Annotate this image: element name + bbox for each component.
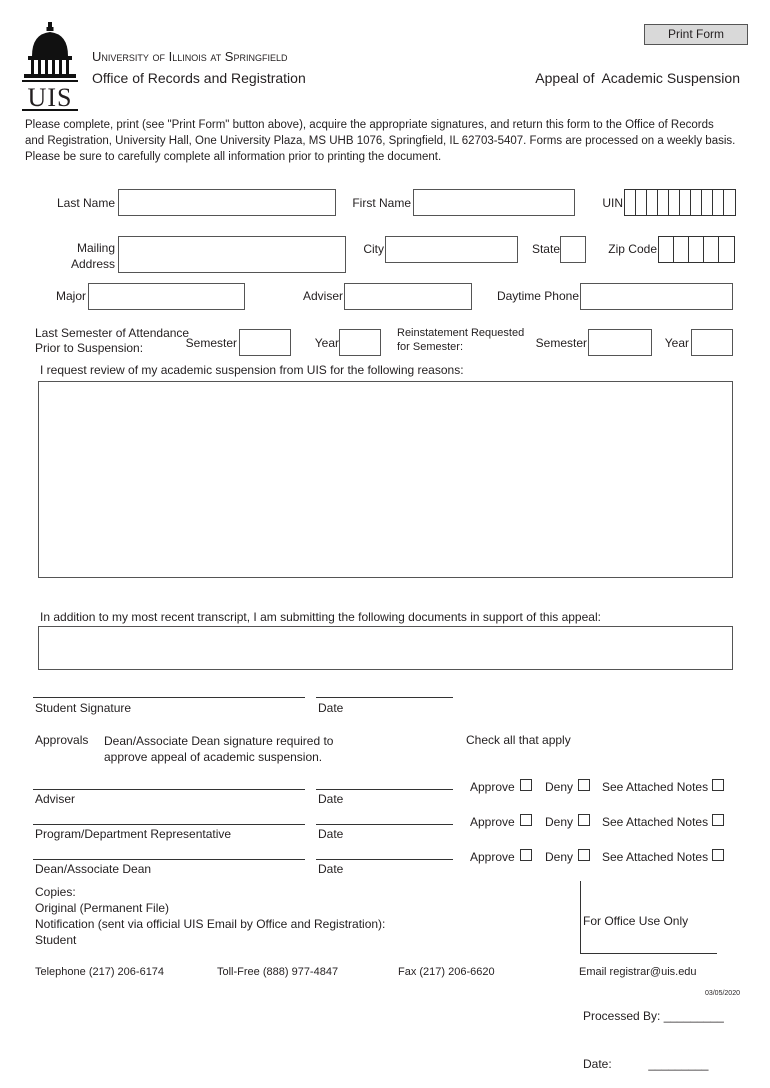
instructions-line: Please be sure to carefully complete all information prior to printing the document. (25, 151, 442, 163)
deny-label: Deny (545, 780, 574, 794)
daytime-phone-label: Daytime Phone (496, 289, 579, 303)
telephone: Telephone (217) 206-6174 (35, 966, 165, 978)
processed-by: Processed By: _________ (583, 1009, 724, 1023)
last-name-label: Last Name (56, 196, 115, 210)
first-name-field[interactable] (413, 189, 575, 216)
instructions-line: Please complete, print (see "Print Form" button above), acquire the appropriate signatures, and return this form to the Office of Records (25, 119, 714, 131)
office-use-date: Date: _________ (583, 1057, 709, 1071)
program-rep-notes-checkbox[interactable] (712, 814, 724, 826)
last-semester-line: Last Semester of Attendance (35, 326, 190, 340)
office-use-title: For Office Use Only (583, 914, 689, 928)
form-title: Appeal of Academic Suspension (535, 70, 740, 86)
copies-line: Original (Permanent File) (35, 901, 170, 915)
approvals-note (104, 733, 333, 765)
see-notes-label: See Attached Notes (602, 815, 709, 829)
last-semester-field[interactable] (239, 329, 291, 356)
reinstate-year-field[interactable] (691, 329, 733, 356)
reasons-label: I request review of my academic suspension from UIS for the following reasons: (40, 363, 464, 377)
city-label: City (363, 242, 384, 256)
check-all-label: Check all that apply (466, 733, 571, 747)
adviser-approve-checkbox[interactable] (520, 779, 532, 791)
dean-date-label: Date (318, 862, 344, 876)
adviser-deny-checkbox[interactable] (578, 779, 590, 791)
state-label: State (531, 242, 560, 256)
mailing-address-field[interactable] (118, 236, 346, 273)
student-signature-label: Student Signature (35, 701, 132, 715)
reinstatement-line: for Semester: (397, 341, 464, 353)
dean-deny-checkbox[interactable] (578, 849, 590, 861)
zip-code-field[interactable] (658, 236, 735, 263)
approvals-note-line: Dean/Associate Dean signature required to (104, 734, 334, 748)
see-notes-label: See Attached Notes (602, 850, 709, 864)
instructions (25, 117, 735, 165)
print-form-button[interactable]: Print Form (644, 24, 748, 45)
approve-label: Approve (470, 780, 515, 794)
adviser-notes-checkbox[interactable] (712, 779, 724, 791)
dean-signature-line (33, 859, 305, 860)
year-a-label: Year (314, 336, 339, 350)
adviser-signature-line (33, 789, 305, 790)
approvals-label: Approvals (35, 733, 89, 747)
year-b-label: Year (664, 336, 689, 350)
reinstate-semester-field[interactable] (588, 329, 652, 356)
last-year-field[interactable] (339, 329, 381, 356)
program-rep-date-label: Date (318, 827, 344, 841)
university-name: University of Illinois at Springfield (92, 49, 288, 64)
logo-text: UIS (22, 87, 78, 111)
zip-code-label: Zip Code (608, 242, 657, 256)
capitol-dome-icon (22, 22, 78, 84)
approvals-note-line: approve appeal of academic suspension. (104, 750, 323, 764)
copies-line: Copies: (35, 885, 76, 899)
reinstatement-line: Reinstatement Requested (397, 327, 525, 339)
reasons-textarea[interactable] (38, 381, 733, 578)
major-label: Major (55, 289, 86, 303)
adviser-row-label: Adviser (35, 792, 76, 806)
last-semester-label (35, 326, 189, 356)
copies-line: Student (35, 933, 77, 947)
deny-label: Deny (545, 815, 574, 829)
adviser-date-line (316, 789, 453, 790)
semester-a-label: Semester (185, 336, 237, 350)
major-field[interactable] (88, 283, 245, 310)
dean-date-line (316, 859, 453, 860)
program-rep-signature-line (33, 824, 305, 825)
dean-row-label: Dean/Associate Dean (35, 862, 152, 876)
instructions-line: and Registration, University Hall, One University Plaza, MS UHB 1076, Springfield, IL 62703-5407. Forms are processed on a weekly basis. (25, 135, 736, 147)
fax: Fax (217) 206-6620 (398, 966, 495, 978)
reinstatement-label (397, 326, 524, 354)
mailing-address-label (71, 240, 115, 272)
revision-date: 03/05/2020 (704, 990, 740, 997)
last-name-field[interactable] (118, 189, 336, 216)
program-rep-row-label: Program/Department Representative (35, 827, 232, 841)
adviser-label: Adviser (302, 289, 343, 303)
address-label-line: Address (70, 257, 115, 271)
semester-b-label: Semester (535, 336, 587, 350)
email: Email registrar@uis.edu (579, 966, 697, 978)
signature-line (33, 697, 305, 698)
dean-notes-checkbox[interactable] (712, 849, 724, 861)
program-rep-date-line (316, 824, 453, 825)
signature-date-label: Date (318, 701, 344, 715)
last-semester-line: Prior to Suspension: (35, 341, 144, 355)
uin-label: UIN (602, 196, 623, 210)
program-rep-approve-checkbox[interactable] (520, 814, 532, 826)
adviser-field[interactable] (344, 283, 472, 310)
deny-label: Deny (545, 850, 574, 864)
mailing-label-line: Mailing (76, 241, 115, 255)
approve-label: Approve (470, 850, 515, 864)
daytime-phone-field[interactable] (580, 283, 733, 310)
first-name-label: First Name (352, 196, 411, 210)
city-field[interactable] (385, 236, 518, 263)
state-field[interactable] (560, 236, 586, 263)
copies-block (35, 884, 385, 948)
dean-approve-checkbox[interactable] (520, 849, 532, 861)
documents-label: In addition to my most recent transcript, I am submitting the following documents in support of this appeal: (40, 610, 601, 624)
signature-date-line (316, 697, 453, 698)
see-notes-label: See Attached Notes (602, 780, 709, 794)
copies-line: Notification (sent via official UIS Email by Office and Registration): (35, 917, 386, 931)
uis-logo (22, 22, 78, 112)
program-rep-deny-checkbox[interactable] (578, 814, 590, 826)
adviser-date-label: Date (318, 792, 344, 806)
office-name: Office of Records and Registration (92, 70, 306, 86)
uin-field[interactable] (624, 189, 736, 216)
toll-free: Toll-Free (888) 977-4847 (217, 966, 339, 978)
approve-label: Approve (470, 815, 515, 829)
documents-textarea[interactable] (38, 626, 733, 670)
